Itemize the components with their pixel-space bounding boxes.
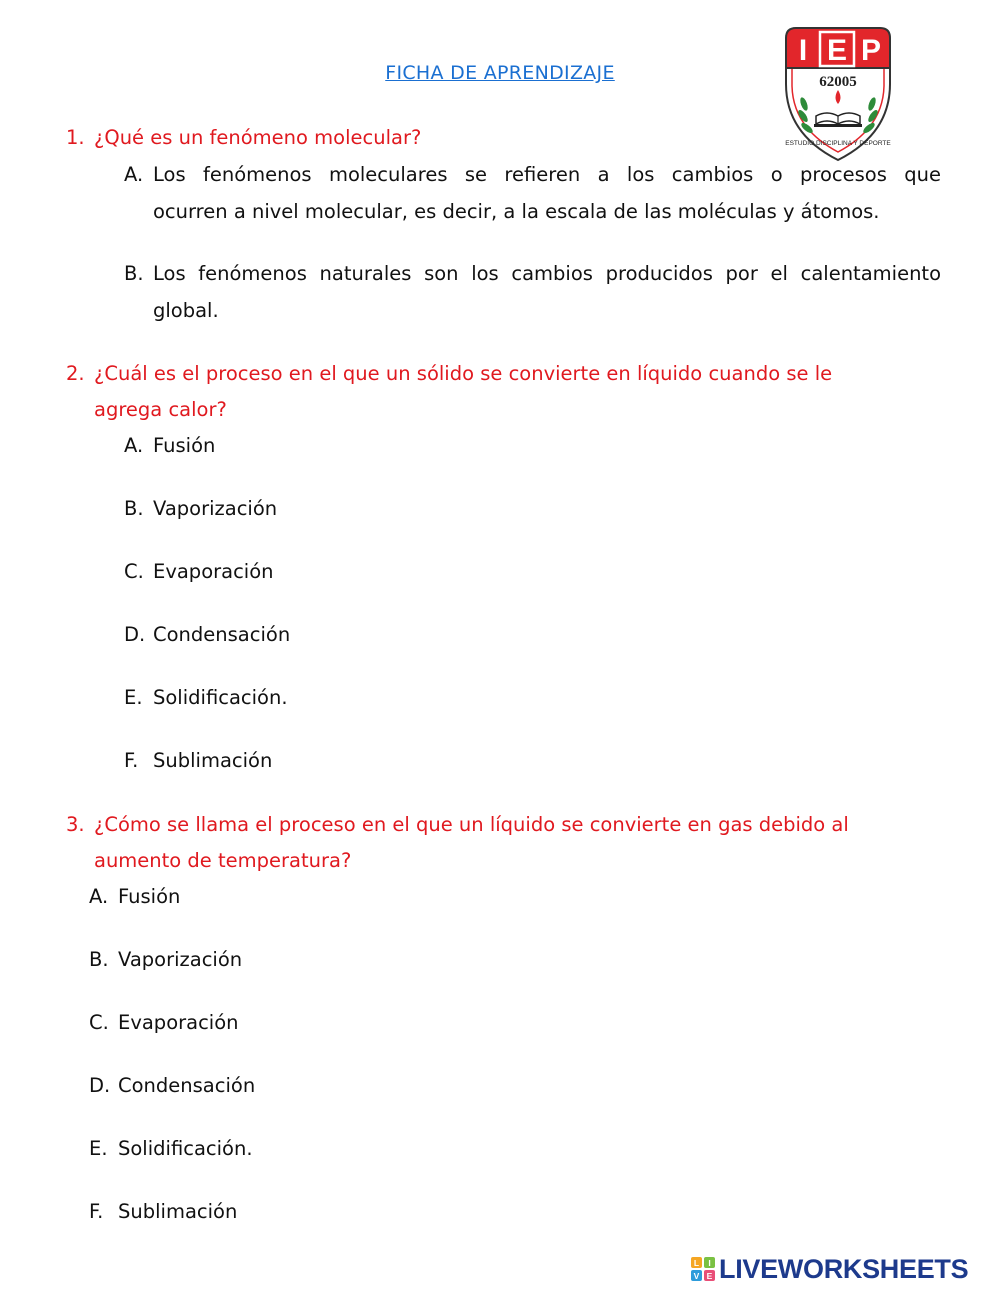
option-text: Sublimación	[153, 749, 273, 772]
q1-option-b-line-2: global.	[153, 299, 219, 322]
school-logo	[776, 24, 900, 164]
option-label: F.	[89, 1200, 104, 1223]
option-label: A.	[124, 434, 144, 457]
option-text: Fusión	[153, 434, 216, 457]
question-text: ¿Cuál es el proceso en el que un sólido se convierte en líquido cuando se le	[94, 362, 833, 385]
option-text: Condensación	[118, 1074, 256, 1097]
q3-option-a[interactable]	[89, 885, 180, 908]
q1-option-a-line-2: ocurren a nivel molecular, es decir, a la escala de las moléculas y átomos.	[153, 200, 880, 223]
option-label: A.	[89, 885, 109, 908]
option-label: E.	[124, 686, 143, 709]
question-2	[66, 362, 832, 385]
option-text: Solidificación.	[153, 686, 288, 709]
option-text: Evaporación	[118, 1011, 239, 1034]
q2-option-e[interactable]	[124, 686, 288, 709]
option-label: D.	[89, 1074, 111, 1097]
question-3-line-2: aumento de temperatura?	[94, 849, 352, 872]
option-label: B.	[124, 497, 144, 520]
question-text: ¿Cómo se llama el proceso en el que un líquido se convierte en gas debido al	[94, 813, 849, 836]
option-text: Evaporación	[153, 560, 274, 583]
logo-number: 62005	[819, 74, 857, 90]
page-title: FICHA DE APRENDIZAJE	[385, 62, 615, 84]
school-shield-icon	[776, 24, 900, 164]
question-number: 1.	[66, 126, 85, 149]
option-text: Vaporización	[153, 497, 278, 520]
liveworksheets-watermark[interactable]	[691, 1254, 968, 1284]
option-label: C.	[89, 1011, 109, 1034]
question-number: 3.	[66, 813, 85, 836]
q1-option-b-label: B.	[124, 262, 144, 285]
option-text: Fusión	[118, 885, 181, 908]
q2-option-f[interactable]	[124, 749, 272, 772]
logo-motto: ESTUDIO DISCIPLINA Y DEPORTE	[785, 140, 891, 147]
q3-option-b[interactable]	[89, 948, 242, 971]
question-2-line-2: agrega calor?	[94, 398, 227, 421]
logo-letter-p: P	[860, 34, 882, 67]
q2-option-c[interactable]	[124, 560, 274, 583]
option-label: D.	[124, 623, 146, 646]
q1-option-b-line-1: Los fenómenos naturales son los cambios producidos por el calentamiento	[153, 262, 941, 285]
q3-option-d[interactable]	[89, 1074, 255, 1097]
svg-text:I: I	[708, 1258, 711, 1268]
option-text: Vaporización	[118, 948, 243, 971]
q2-option-b[interactable]	[124, 497, 277, 520]
q1-option-a-label: A.	[124, 163, 144, 186]
option-text: Condensación	[153, 623, 291, 646]
question-3	[66, 813, 849, 836]
q1-option-a-line-1: Los fenómenos moleculares se refieren a los cambios o procesos que	[153, 163, 941, 186]
logo-letter-i: I	[798, 34, 808, 67]
question-1	[66, 126, 421, 149]
q2-option-a[interactable]	[124, 434, 215, 457]
option-label: E.	[89, 1137, 108, 1160]
q3-option-e[interactable]	[89, 1137, 253, 1160]
question-text: ¿Qué es un fenómeno molecular?	[94, 126, 422, 149]
question-number: 2.	[66, 362, 85, 385]
q2-option-d[interactable]	[124, 623, 290, 646]
option-label: F.	[124, 749, 139, 772]
svg-text:E: E	[706, 1271, 713, 1281]
svg-text:V: V	[693, 1271, 700, 1281]
option-text: Solidificación.	[118, 1137, 253, 1160]
liveworksheets-text: LIVEWORKSHEETS	[719, 1253, 969, 1284]
q3-option-c[interactable]	[89, 1011, 239, 1034]
option-label: B.	[89, 948, 109, 971]
q3-option-f[interactable]	[89, 1200, 237, 1223]
option-text: Sublimación	[118, 1200, 238, 1223]
svg-text:L: L	[693, 1258, 700, 1268]
option-label: C.	[124, 560, 144, 583]
liveworksheets-logo-icon	[691, 1257, 715, 1281]
logo-letter-e: E	[826, 34, 848, 67]
